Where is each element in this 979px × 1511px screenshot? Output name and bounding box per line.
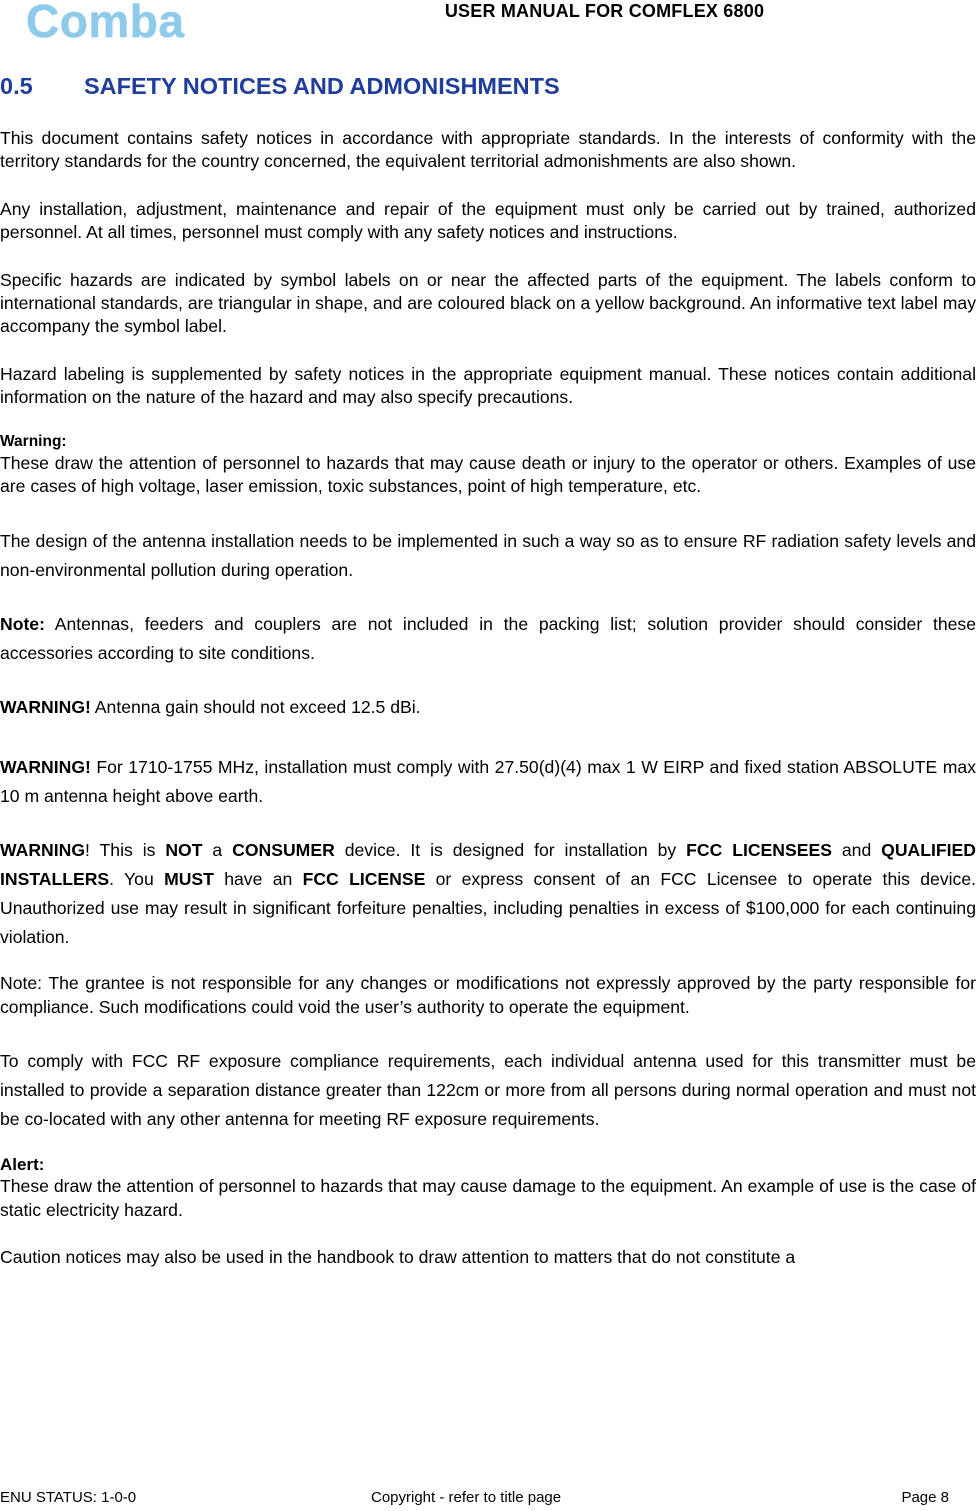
document-body — [0, 127, 976, 1270]
warning-text: These draw the attention of personnel to hazards that may cause death or injury to the operator or others. Examples of use are cases of high voltage, laser emission, toxic substances, point of high temperature, etc. — [0, 452, 976, 497]
warning-consumer-w11: MUST — [164, 869, 214, 890]
fcc-rf-exposure-paragraph: To comply with FCC RF exposure compliance requirements, each individual antenna used for this transmitter must be installed to provide a separation distance greater than 122cm or more from all persons during normal operation and must not be co-located with any other antenna for meeting RF exposure requirements. — [0, 1051, 976, 1130]
antenna-design-paragraph: The design of the antenna installation needs to be implemented in such a way so as to ensure RF radiation safety levels and non-environmental pollution during operation. — [0, 531, 976, 581]
warning-consumer-t2: ! This is — [85, 840, 166, 861]
alert-label: Alert: — [0, 1155, 45, 1175]
warning-eirp — [0, 753, 976, 811]
warning-consumer-device — [0, 836, 976, 952]
footer-copyright: Copyright - refer to title page — [371, 1489, 562, 1506]
warning-label: Warning: — [0, 432, 67, 450]
warning-consumer-t6: device. It is designed for installation by — [334, 840, 687, 861]
warning-consumer-t10: . You — [109, 869, 165, 890]
warning-consumer-w3: NOT — [165, 840, 203, 861]
note-text: Antennas, feeders and couplers are not included in the packing list; solution provider should consider these accessories according to site conditions. — [0, 614, 976, 664]
section-title-text: SAFETY NOTICES AND ADMONISHMENTS — [84, 73, 560, 99]
section-number: 0.5 — [0, 73, 33, 99]
caution-paragraph: Caution notices may also be used in the handbook to draw attention to matters that do not constitute a — [0, 1247, 796, 1268]
grantee-note-paragraph: Note: The grantee is not responsible for any changes or modifications not expressly approved by the party responsible for compliance. Such modifications could void the user’s authority to operate the equipment. — [0, 973, 976, 1017]
warning-eirp-text: For 1710-1755 MHz, installation must comply with 27.50(d)(4) max 1 W EIRP and fixed station ABSOLUTE max 10 m antenna height above earth. — [0, 757, 976, 807]
paragraph-hazard-labels: Specific hazards are indicated by symbol labels on or near the affected parts of the equipment. The labels conform to international standards, are triangular in shape, and are coloured black on a yellow background. An informative text label may accompany the symbol label. — [0, 269, 976, 337]
note-paragraph — [0, 610, 976, 668]
warning-antenna-gain — [0, 693, 976, 722]
footer-status: ENU STATUS: 1-0-0 — [0, 1489, 137, 1506]
paragraph-intro: This document contains safety notices in accordance with appropriate standards. In the interests of conformity with the territory standards for the country concerned, the equivalent territorial admonishments are also shown. — [0, 128, 976, 172]
warning-consumer-w13: FCC LICENSE — [302, 869, 426, 890]
warning-consumer-t8: and — [831, 840, 882, 861]
warning-eirp-label: WARNING! — [0, 757, 91, 778]
warning-consumer-w1: WARNING — [0, 840, 86, 861]
warning-consumer-w9: QUALIFIED INSTALLERS — [0, 840, 976, 890]
warning-antenna-gain-text: Antenna gain should not exceed 12.5 dBi. — [90, 697, 421, 718]
comba-logo: Comba — [26, 0, 185, 47]
warning-consumer-t4: a — [202, 840, 233, 861]
paragraph-installation: Any installation, adjustment, maintenance and repair of the equipment must only be carried out by trained, authorized personnel. At all times, personnel must comply with any safety notices and instructions. — [0, 198, 976, 243]
warning-antenna-gain-label: WARNING! — [0, 697, 91, 718]
warning-consumer-t14: or express consent of an FCC Licensee to operate this device. Unauthorized use may result in significant forfeiture penalties, including penalties in excess of $100,000 for each continuing violation. — [0, 869, 976, 948]
section-heading — [0, 73, 560, 100]
note-label: Note: — [0, 614, 45, 635]
footer-page-number: Page 8 — [901, 1489, 949, 1506]
paragraph-hazard-labeling: Hazard labeling is supplemented by safety notices in the appropriate equipment manual. These notices contain additional information on the nature of the hazard and may also specify precautions. — [0, 363, 976, 408]
alert-text: These draw the attention of personnel to hazards that may cause damage to the equipment. An example of use is the case of static electricity hazard. — [0, 1176, 976, 1220]
warning-consumer-w5: CONSUMER — [232, 840, 335, 861]
header-title: USER MANUAL FOR COMFLEX 6800 — [444, 1, 765, 21]
warning-consumer-t12: have an — [213, 869, 303, 890]
warning-consumer-w7: FCC LICENSEES — [686, 840, 832, 861]
